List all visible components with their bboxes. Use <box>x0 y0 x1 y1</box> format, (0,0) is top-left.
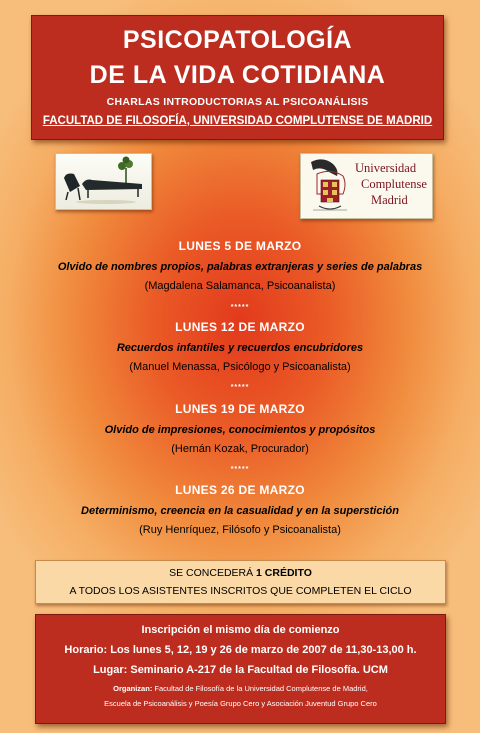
session-speaker: (Ruy Henríquez, Filósofo y Psicoanalista) <box>139 524 341 536</box>
organizers-line-2: Escuela de Psicoanálisis y Poesía Grupo Cero y Asociación Juventud Grupo Cero <box>104 699 377 708</box>
session-date: LUNES 12 DE MARZO <box>175 320 305 334</box>
session-topic: Olvido de impresiones, conocimientos y propósitos <box>104 424 376 436</box>
logo-line-3: Madrid <box>371 193 408 207</box>
inscription-text: Inscripción el mismo día de comienzo <box>141 624 340 636</box>
separator-stars: ***** <box>230 384 250 391</box>
session-date: LUNES 19 DE MARZO <box>175 402 305 416</box>
faculty-text: FACULTAD DE FILOSOFÍA, UNIVERSIDAD COMPLUTENSE DE MADRID <box>42 115 433 127</box>
title-line-2: DE LA VIDA COTIDIANA <box>89 61 386 89</box>
logo-line-2: Complutense <box>361 177 427 191</box>
session-speaker: (Magdalena Salamanca, Psicoanalista) <box>144 280 336 292</box>
credit-prefix: SE CONCEDERÁ <box>169 567 257 579</box>
organizers-label: Organizan: <box>113 684 153 693</box>
session-3 <box>0 402 480 455</box>
session-topic: Olvido de nombres propios, palabras extranjeras y series de palabras <box>57 261 423 273</box>
organizers-text-1: Facultad de Filosofía de la Universidad Complutense de Madrid, <box>152 684 368 693</box>
separator-stars: ***** <box>230 466 250 473</box>
session-1 <box>0 239 480 292</box>
session-topic: Determinismo, creencia en la casualidad y en la superstición <box>81 505 399 517</box>
title-banner <box>31 15 444 140</box>
session-2 <box>0 320 480 373</box>
faculty-line <box>32 115 443 127</box>
credit-line-2: A TODOS LOS ASISTENTES INSCRITOS QUE COMPLETEN EL CICLO <box>69 585 412 597</box>
university-seal-icon <box>303 154 353 218</box>
info-banner <box>35 614 446 724</box>
schedule-text: Horario: Los lunes 5, 12, 19 y 26 de marzo de 2007 de 11,30-13,00 h. <box>64 644 417 656</box>
ucm-logo-text <box>355 160 427 208</box>
logo-line-1: Universidad <box>355 161 417 175</box>
credit-amount: 1 CRÉDITO <box>256 567 312 579</box>
session-date: LUNES 26 DE MARZO <box>175 483 305 497</box>
ucm-logo <box>300 153 433 219</box>
session-topic: Recuerdos infantiles y recuerdos encubridores <box>116 342 364 354</box>
credit-notice <box>35 560 446 604</box>
subtitle: CHARLAS INTRODUCTORIAS AL PSICOANÁLISIS <box>106 96 369 108</box>
psychoanalysis-couch-icon <box>56 154 151 209</box>
session-speaker: (Manuel Menassa, Psicólogo y Psicoanalista) <box>129 361 351 373</box>
session-speaker: (Hernán Kozak, Procurador) <box>171 443 309 455</box>
credit-line-1 <box>36 567 445 579</box>
separator-stars: ***** <box>230 304 250 311</box>
session-4 <box>0 483 480 536</box>
organizers-line-1 <box>36 684 445 693</box>
couch-image <box>55 153 152 210</box>
session-date: LUNES 5 DE MARZO <box>178 239 302 253</box>
title-line-1: PSICOPATOLOGÍA <box>122 26 353 54</box>
place-text: Lugar: Seminario A-217 de la Facultad de Filosofía. UCM <box>93 664 388 676</box>
